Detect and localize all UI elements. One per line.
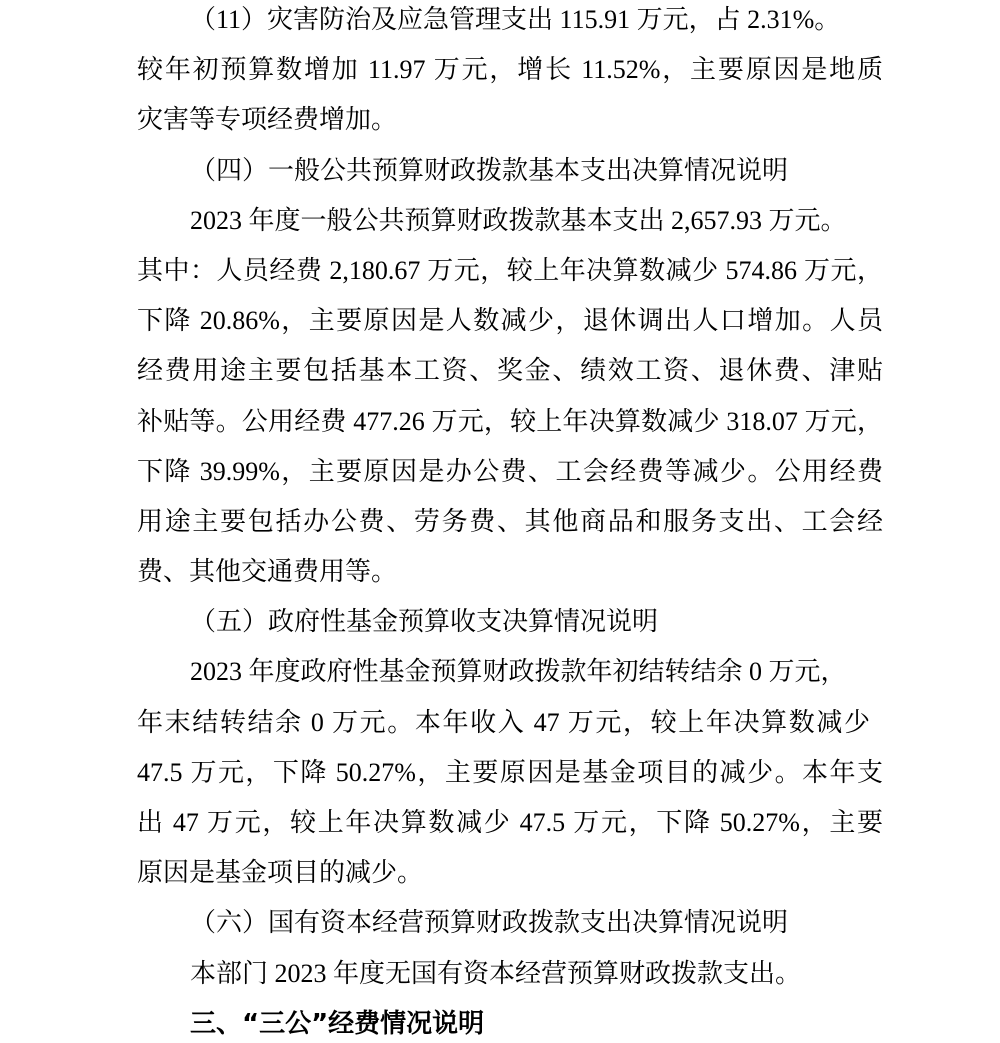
paragraph-line: 经费用途主要包括基本工资、奖金、绩效工资、退休费、津贴: [137, 356, 883, 386]
chapter-heading: 三、“三公”经费情况说明: [190, 1008, 485, 1039]
basic-expenditure-section: [0, 146, 1000, 598]
paragraph-line: 下降 39.99%，主要原因是办公费、工会经费等减少。公用经费: [137, 456, 883, 486]
paragraph-first-line: 2023 年度政府性基金预算财政拨款年初结转结余 0 万元，: [190, 657, 847, 687]
paragraph-line: 用途主要包括办公费、劳务费、其他商品和服务支出、工会经: [137, 506, 883, 536]
paragraph-line: 47.5 万元，下降 50.27%，主要原因是基金项目的减少。本年支: [137, 757, 883, 787]
paragraph-line: 其中：人员经费 2,180.67 万元，较上年决算数减少 574.86 万元，: [137, 255, 883, 285]
paragraph-first-line: 2023 年度一般公共预算财政拨款基本支出 2,657.93 万元。: [190, 205, 847, 235]
three-public-section: [0, 999, 1000, 1043]
paragraph-first-line: 本部门 2023 年度无国有资本经营预算财政拨款支出。: [190, 958, 802, 988]
paragraph-last-line: 原因是基金项目的减少。: [137, 858, 424, 888]
paragraph-line: 下降 20.86%，主要原因是人数减少，退休调出人口增加。人员: [137, 306, 883, 336]
paragraph-first-line: （11）灾害防治及应急管理支出 115.91 万元，占 2.31%。: [190, 5, 841, 34]
state-capital-section: [0, 898, 1000, 998]
section-heading: （六）国有资本经营预算财政拨款支出决算情况说明: [190, 908, 789, 938]
paragraph-last-line: 费、其他交通费用等。: [137, 557, 398, 587]
paragraph-line: 年末结转结余 0 万元。本年收入 47 万元，较上年决算数减少: [137, 707, 870, 737]
item-11-disaster-prevention-paragraph: [0, 0, 1000, 146]
section-heading: （五）政府性基金预算收支决算情况说明: [190, 607, 659, 637]
section-heading: （四）一般公共预算财政拨款基本支出决算情况说明: [190, 155, 789, 185]
paragraph-last-line: 灾害等专项经费增加。: [137, 105, 398, 135]
gov-fund-section: [0, 597, 1000, 898]
paragraph-line: 出 47 万元，较上年决算数减少 47.5 万元，下降 50.27%，主要: [137, 808, 883, 837]
paragraph-line: 较年初预算数增加 11.97 万元，增长 11.52%，主要原因是地质: [137, 55, 883, 85]
paragraph-line: 补贴等。公用经费 477.26 万元，较上年决算数减少 318.07 万元，: [137, 406, 883, 436]
